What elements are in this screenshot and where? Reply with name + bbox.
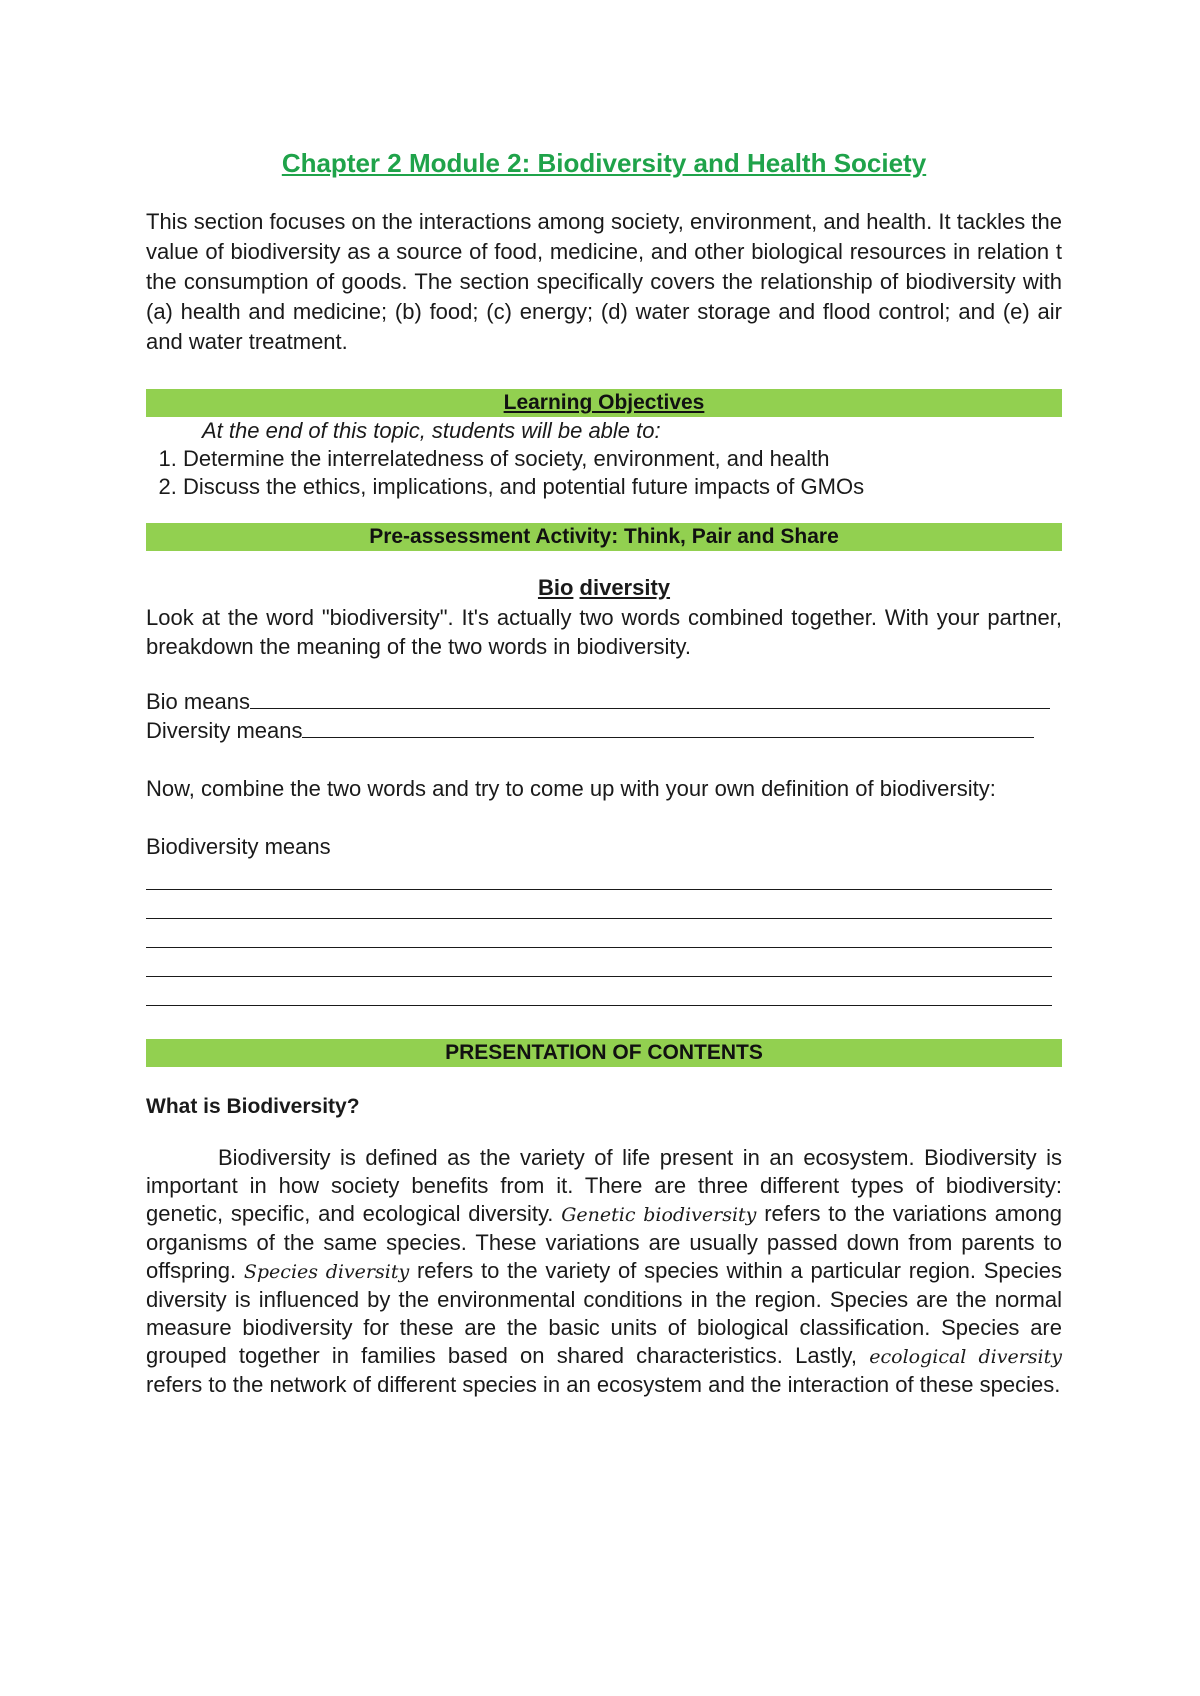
answer-line[interactable] [146,919,1052,948]
objectives-list [146,445,1062,501]
combine-instruction: Now, combine the two words and try to come up with your own definition of biodiversity: [146,776,996,801]
answer-line[interactable] [146,948,1052,977]
answer-line[interactable] [146,890,1052,919]
objective-item: 2. Discuss the ethics, implications, and potential future impacts of GMOs [183,473,1062,501]
biodiversity-means-label: Biodiversity means [146,834,331,859]
term-ecological-diversity: ecological diversity [869,1346,1062,1368]
diversity-means-blank[interactable] [302,717,1034,738]
diversity-means-line [146,716,1062,745]
word-part-diversity: diversity [579,575,671,600]
objective-item: 1. Determine the interrelatedness of society, environment, and health [183,445,1062,473]
bio-diversity-word [146,573,1062,603]
answer-line[interactable] [146,861,1052,890]
intro-paragraph: This section focuses on the interactions among society, environment, and health. It tackles the value of biodiversity as a source of food, medicine, and other biological resources in relation t the consumption of goods. The section specifically covers the relationship of biodiversity with (a) health and medicine; (b) food; (c) energy; (d) water storage and flood control; and (e) air and water treatment. [146,209,1062,354]
presentation-heading: PRESENTATION OF CONTENTS [146,1039,1062,1067]
pre-assessment-heading: Pre-assessment Activity: Think, Pair and Share [146,523,1062,551]
objectives-lead: At the end of this topic, students will be able to: [202,418,661,443]
diversity-means-label: Diversity means [146,718,303,743]
bio-means-line [146,687,1062,716]
activity-instructions: Look at the word "biodiversity". It's actually two words combined together. With your partner, breakdown the meaning of the two words in biodiversity. [146,605,1062,659]
document-content [146,145,1062,1399]
word-part-bio: Bio [537,575,574,600]
page-title: Chapter 2 Module 2: Biodiversity and Health Society [281,148,927,178]
biodiversity-paragraph: Biodiversity is defined as the variety of life present in an ecosystem. Biodiversity is important in how society benefits from it. There are three different types of biodiversity: genetic, specific, and ecological diversity. Genetic biodiversity refers to the variations among organisms of the same species. These variations are usually passed down from parents to offspring. Species diversity refers to the variety of species within a particular region. Species diversity is influenced by the environmental conditions in the region. Species are the normal measure biodiversity for these are the basic units of biological classification. Species are grouped together in families based on shared characteristics. Lastly, ecological diversity refers to the network of different species in an ecosystem and the interaction of these species. [146,1145,1062,1397]
what-is-biodiversity-heading: What is Biodiversity? [146,1095,360,1118]
bio-means-blank[interactable] [250,688,1050,709]
bio-means-label: Bio means [146,689,250,714]
learning-objectives-heading: Learning Objectives [146,389,1062,417]
answer-line[interactable] [146,977,1052,1006]
term-genetic-biodiversity: Genetic biodiversity [561,1204,757,1226]
term-species-diversity: Species diversity [243,1261,410,1283]
